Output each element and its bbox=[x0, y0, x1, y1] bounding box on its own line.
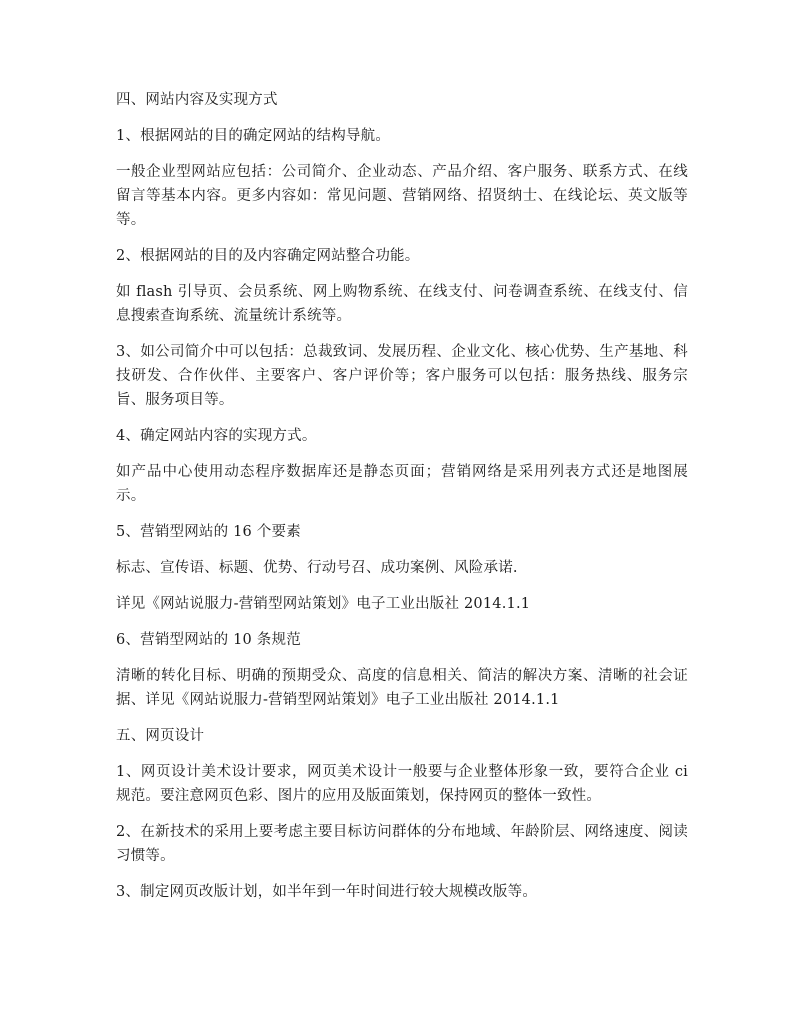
paragraph-integrated-functions: 如 flash 引导页、会员系统、网上购物系统、在线支付、问卷调查系统、在线支付、信息搜索查询系统、流量统计系统等。 bbox=[116, 284, 688, 324]
paragraph-16-elements: 标志、宣传语、标题、优势、行动号召、成功案例、风险承诺. bbox=[116, 560, 518, 576]
section-heading-5: 五、网页设计 bbox=[116, 728, 205, 744]
item-heading-4-2: 2、根据网站的目的及内容确定网站整合功能。 bbox=[116, 248, 420, 264]
paragraph-reference-1: 详见《网站说服力-营销型网站策划》电子工业出版社 2014.1.1 bbox=[116, 596, 531, 612]
item-4-3-company-profile: 3、如公司简介中可以包括：总裁致词、发展历程、企业文化、核心优势、生产基地、科技研发、合作伙伴、主要客户、客户评价等；客户服务可以包括：服务热线、服务宗旨、服务项目等。 bbox=[116, 344, 688, 408]
item-5-2-new-technology: 2、在新技术的采用上要考虑主要目标访问群体的分布地域、年龄阶层、网络速度、阅读习惯等。 bbox=[116, 824, 688, 864]
paragraph-10-rules: 清晰的转化目标、明确的预期受众、高度的信息相关、简洁的解决方案、清晰的社会证据、详见《网站说服力-营销型网站策划》电子工业出版社 2014.1.1 bbox=[116, 668, 688, 708]
item-heading-4-1: 1、根据网站的目的确定网站的结构导航。 bbox=[116, 128, 391, 144]
item-heading-4-5: 5、营销型网站的 16 个要素 bbox=[116, 524, 301, 540]
item-5-3-redesign-plan: 3、制定网页改版计划，如半年到一年时间进行较大规模改版等。 bbox=[116, 884, 538, 900]
paragraph-implementation-method: 如产品中心使用动态程序数据库还是静态页面；营销网络是采用列表方式还是地图展示。 bbox=[116, 464, 688, 504]
item-5-1-art-design: 1、网页设计美术设计要求，网页美术设计一般要与企业整体形象一致，要符合企业 ci 规范。要注意网页色彩、图片的应用及版面策划，保持网页的整体一致性。 bbox=[116, 764, 688, 804]
section-heading-4: 四、网站内容及实现方式 bbox=[116, 92, 278, 108]
item-heading-4-4: 4、确定网站内容的实现方式。 bbox=[116, 428, 317, 444]
paragraph-basic-content: 一般企业型网站应包括：公司简介、企业动态、产品介绍、客户服务、联系方式、在线留言等基本内容。更多内容如：常见问题、营销网络、招贤纳士、在线论坛、英文版等等。 bbox=[116, 164, 688, 228]
document-page bbox=[116, 88, 688, 916]
item-heading-4-6: 6、营销型网站的 10 条规范 bbox=[116, 632, 301, 648]
